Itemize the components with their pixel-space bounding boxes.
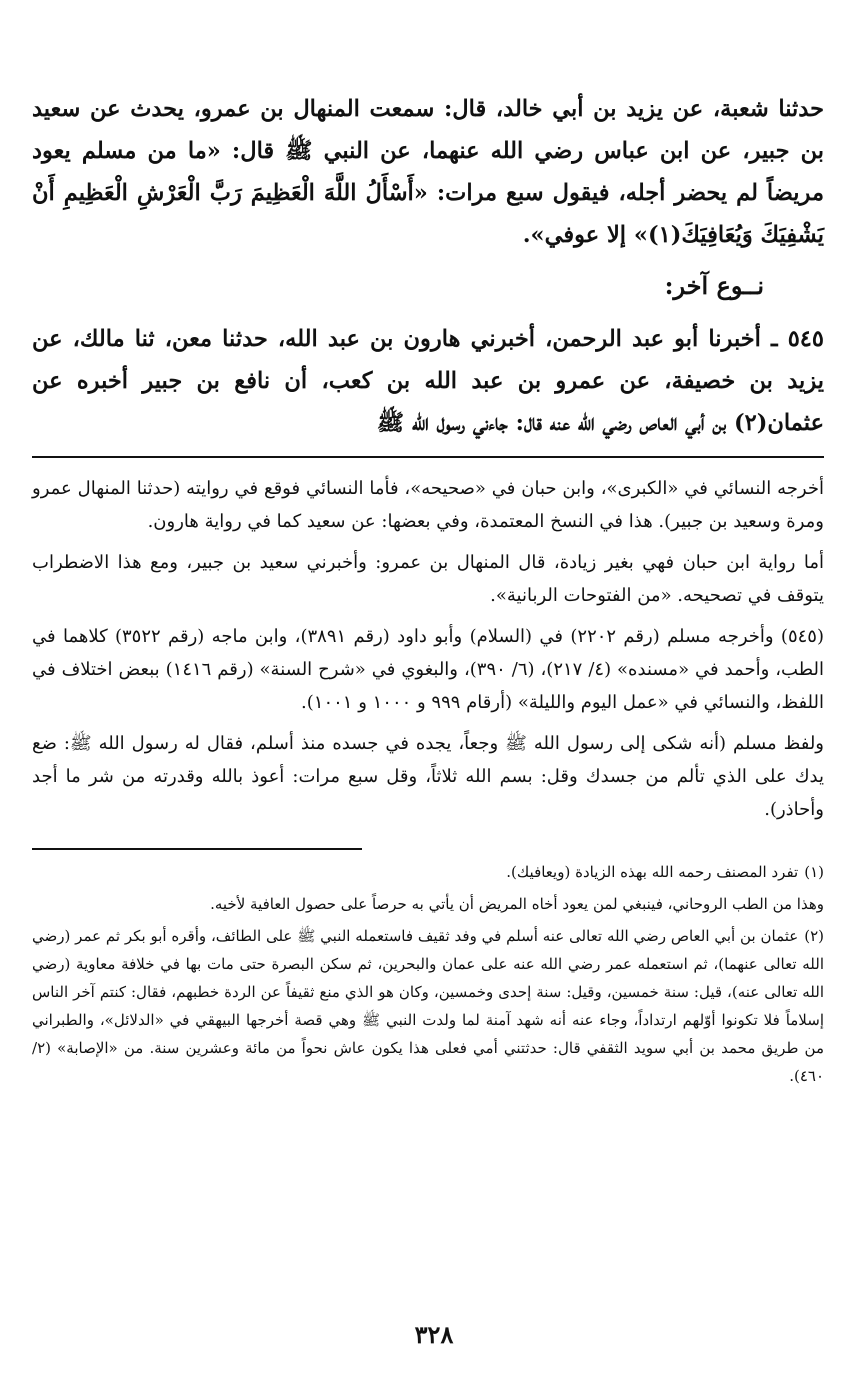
section-heading: نــوع آخر: [664, 271, 764, 300]
book-page [32, 88, 824, 1094]
footnote-1-number: (١) [804, 863, 824, 881]
footnote-divider [32, 848, 362, 850]
commentary [32, 472, 824, 826]
commentary-paragraph-1: أخرجه النسائي في «الكبرى»، وابن حبان في «صحيحه»، فأما النسائي فوقع في روايته (حدثنا المنهال عمرو ومرة وسعيد بن جبير). هذا في النسخ المعتمدة، وفي بعضها: عن سعيد كما في رواية هارون. [32, 478, 824, 532]
hadith-text: أخبرنا أبو عبد الرحمن، أخبرني هارون بن عبد الله، حدثنا معن، ثنا مالك، عن يزيد بن خصيفة، عن عمرو بن عبد الله بن كعب، أن نافع بن جبير أخبره عن عثمان(٢) بن أبي العاص رضي الله عنه قال: جاءني رسول الله ﷺ [32, 326, 824, 436]
footnote-2 [32, 922, 824, 1090]
footnote-2-text: عثمان بن أبي العاص رضي الله تعالى عنه أسلم في وفد ثقيف فاستعمله النبي ﷺ على الطائف، وأقره أبو بكر ثم عمر (رضي الله تعالى عنهما)، ثم استعمله عمر رضي الله عنه على عمان والبحرين، ثم سكن البصرة حتى مات بها في خلافة معاوية (رضي الله تعالى عنه)، قيل: سنة خمسين، وقيل: سنة إحدى وخمسين، وكان هو الذي منع ثقيفاً عن الردة خطبهم، فقال: كنتم آخر الناس إسلاماً فلا تكونوا أوّلهم ارتداداً، وجاء عنه أنه شهد آمنة لما ولدت النبي ﷺ وهي قصة أخرجها البيهقي في «الدلائل»، والطبراني من طريق محمد بن أبي سويد الثقفي قال: حدثتني أمي فعلى هذا يكون عاش نحواً من مائة وعشرين سنة. من «الإصابة» (٢/ ٤٦٠). [32, 927, 824, 1085]
main-divider [32, 456, 824, 458]
commentary-paragraph-4: ولفظ مسلم (أنه شكى إلى رسول الله ﷺ وجعاً، يجده في جسده منذ أسلم، فقال له رسول الله ﷺ: ضع يدك على الذي تألم من جسدك وقل: بسم الله ثلاثاً، وقل سبع مرات: أعوذ بالله وقدرته من شر ما أجد وأحاذر). [32, 733, 824, 820]
commentary-paragraph-2: أما رواية ابن حبان فهي بغير زيادة، قال المنهال بن عمرو: وأخبرني سعيد بن جبير، ومع هذا الاضطراب يتوقف في تصحيحه. «من الفتوحات الربانية». [32, 552, 824, 606]
footnote-1-continuation: وهذا من الطب الروحاني، فينبغي لمن يعود أخاه المريض أن يأتي به حرصاً على حصول العافية لأخيه. [210, 895, 824, 913]
main-text [32, 88, 824, 444]
page-number: ٣٢٨ [414, 1320, 454, 1349]
footnotes [32, 858, 824, 1090]
footnote-1 [32, 858, 824, 886]
hadith-number: ٥٤٥ ـ [771, 326, 824, 352]
commentary-paragraph-3: (٥٤٥) وأخرجه مسلم (رقم ٢٢٠٢) في (السلام) وأبو داود (رقم ٣٨٩١)، وابن ماجه (رقم ٣٥٢٢) كلاهما في الطب، وأحمد في «مسنده» (٤/ ٢١٧)، (٦/ ٣٩٠)، والبغوي في «شرح السنة» (رقم ١٤١٦) ببعض اختلاف في اللفظ، والنسائي في «عمل اليوم والليلة» (أرقام ٩٩٩ و ١٠٠٠ و ١٠٠١). [32, 626, 824, 713]
hadith-paragraph-2 [32, 318, 824, 444]
hadith-paragraph-1: حدثنا شعبة، عن يزيد بن أبي خالد، قال: سمعت المنهال بن عمرو، يحدث عن سعيد بن جبير، عن ابن عباس رضي الله عنهما، عن النبي ﷺ قال: «ما من مسلم يعود مريضاً لم يحضر أجله، فيقول سبع مرات: «أَسْأَلُ اللَّهَ الْعَظِيمَ رَبَّ الْعَرْشِ الْعَظِيمِ أَنْ يَشْفِيَكَ وَيُعَافِيَكَ(١)» إلا عوفي». [32, 96, 824, 248]
footnote-divider-wrap [32, 834, 824, 858]
footnote-2-number: (٢) [804, 927, 824, 945]
footnote-1-text: تفرد المصنف رحمه الله بهذه الزيادة (ويعافيك). [506, 863, 799, 881]
